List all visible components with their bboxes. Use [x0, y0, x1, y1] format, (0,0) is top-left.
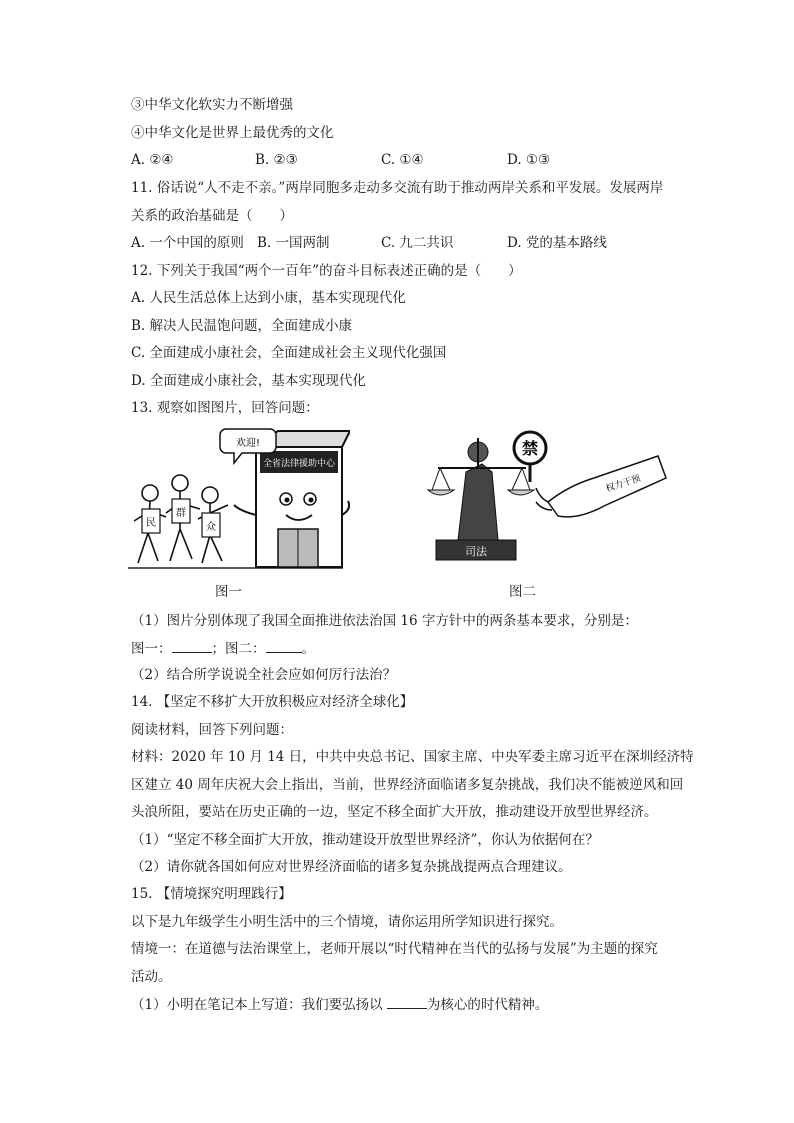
q15-scenario1-line2: 活动。: [131, 969, 172, 985]
q15-title: 15. 【情境探究明理践行】: [131, 886, 292, 902]
figure-2-caption: 图二: [509, 584, 536, 600]
q13-answer-blank-1[interactable]: [172, 638, 212, 653]
q10-option-d: D. ①③: [507, 152, 551, 168]
q11-options: [131, 233, 607, 253]
q10-option-b: B. ②③: [255, 152, 298, 168]
fig1-sign-person-2: 群: [176, 508, 186, 519]
fig1-bubble-text: 欢迎!: [235, 438, 261, 449]
q13-sub2: （2）结合所学说说全社会应如何厉行法治？: [131, 667, 397, 683]
q14-sub2: （2）请你就各国如何应对世界经济面临的诸多复杂挑战提两点合理建议。: [131, 859, 572, 875]
q14-intro: 阅读材料，回答下列问题：: [131, 722, 293, 738]
q13-blank-end: 。: [301, 641, 315, 657]
q15-intro: 以下是九年级学生小明生活中的三个情境，请你运用所学知识进行探究。: [131, 914, 563, 930]
q15-sub1: [131, 994, 548, 1015]
q10-options: [131, 150, 550, 170]
q14-material-line1: 材料：2020 年 10 月 14 日，中共中央总书记、国家主席、中央军委主席习近平在深圳经济特: [131, 749, 694, 765]
q13-stem: 13. 观察如图图片，回答问题：: [131, 400, 319, 416]
q15-sub1-suffix: 为核心的时代精神。: [426, 997, 549, 1013]
cartoon-figure-2: [418, 428, 668, 564]
fig2-base-text: 司法: [465, 545, 487, 558]
q14-material-line3: 头浪所阻，要站在历史正确的一边，坚定不移全面扩大开放，推动建设开放型世界经济。: [131, 804, 658, 820]
q13-blank-label-2: ；图二：: [211, 641, 266, 657]
q11-option-c: C. 九二共识: [381, 235, 454, 251]
q10-item3: ③中华文化软实力不断增强: [131, 97, 293, 113]
q12-option-b: B. 解决人民温饱问题，全面建成小康: [131, 318, 353, 334]
q13-blank-label-1: 图一：: [131, 641, 172, 657]
q14-title: 14. 【坚定不移扩大开放积极应对经济全球化】: [131, 694, 414, 710]
q11-option-a: A. 一个中国的原则: [131, 235, 244, 251]
q11-stem-line2: 关系的政治基础是（ ）: [131, 208, 293, 224]
q12-stem: 12. 下列关于我国“两个一百年”的奋斗目标表述正确的是（ ）: [131, 263, 522, 279]
q12-option-a: A. 人民生活总体上达到小康，基本实现现代化: [131, 290, 406, 306]
q13-sub1-blanks: [131, 638, 315, 659]
fig2-hand-text: 权力干预: [604, 473, 643, 495]
cartoon-figure-1: [128, 425, 350, 575]
q14-material-line2: 区建立 40 周年庆祝大会上指出，当前，世界经济面临诸多复杂挑战，我们决不能被逆风和回: [131, 777, 684, 793]
q13-sub1: （1）图片分别体现了我国全面推进依法治国 16 字方针中的两条基本要求，分别是：: [131, 613, 638, 629]
q14-sub1: （1）“坚定不移全面扩大开放，推动建设开放型世界经济”，你认为依据何在？: [131, 832, 599, 848]
fig1-sign-person-1: 民: [146, 518, 156, 529]
q15-scenario1-line1: 情境一：在道德与法治课堂上，老师开展以“时代精神在当代的弘扬与发展”为主题的探究: [131, 941, 658, 957]
q15-answer-blank[interactable]: [387, 994, 427, 1009]
q12-option-c: C. 全面建成小康社会，全面建成社会主义现代化强国: [131, 345, 447, 361]
q15-sub1-prefix: （1）小明在笔记本上写道：我们要弘扬以: [131, 997, 387, 1013]
q13-answer-blank-2[interactable]: [266, 638, 302, 653]
q10-item4: ④中华文化是世界上最优秀的文化: [131, 125, 334, 141]
q11-option-b: B. 一国两制: [257, 235, 330, 251]
figure-1-caption: 图一: [215, 584, 242, 600]
q12-option-d: D. 全面建成小康社会，基本实现现代化: [131, 373, 366, 389]
fig1-sign-text: 全省法律援助中心: [262, 459, 336, 469]
q11-stem-line1: 11. 俗话说“人不走不亲。”两岸同胞多走动多交流有助于推动两岸关系和平发展。发展两岸: [131, 180, 664, 196]
fig1-sign-person-3: 众: [206, 522, 216, 533]
q11-option-d: D. 党的基本路线: [507, 235, 607, 251]
q10-option-c: C. ①④: [381, 152, 424, 168]
fig2-ban-text: 禁: [521, 439, 539, 458]
q10-option-a: A. ②④: [131, 152, 174, 168]
